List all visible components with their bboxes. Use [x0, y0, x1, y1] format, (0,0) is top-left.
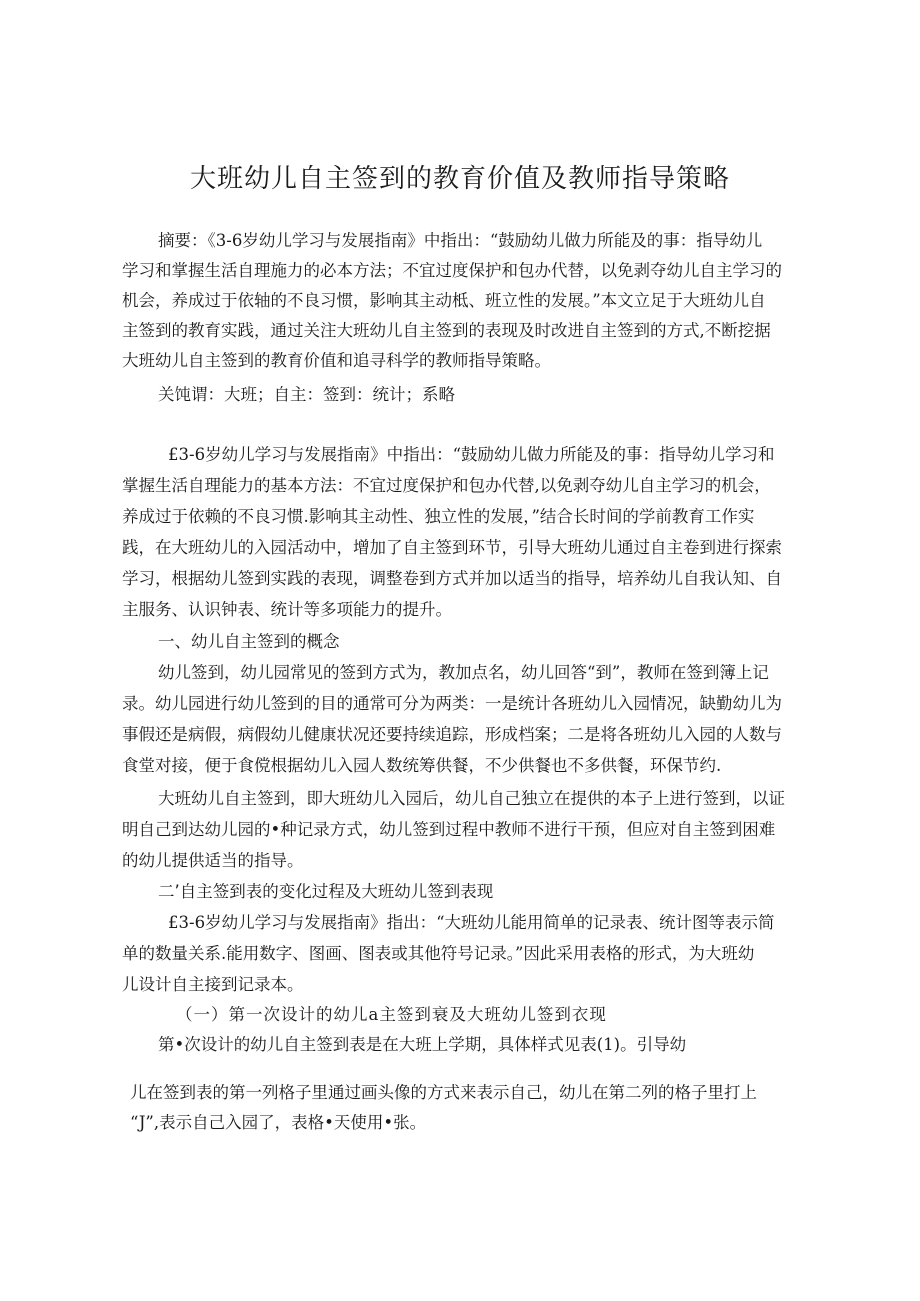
section-2-p1-line-2: 单的数量关系.能用数字、图画、图表或其他符号记录。”因此采用表格的形式，为大班幼 [122, 944, 755, 963]
section-2-p1-line-1: £3-6岁幼儿学习与发展指南》指出：“大班幼儿能用简单的记录表、统计图等表示简 [168, 913, 775, 932]
section-2-p1-line-3: 儿设计自主接到记录本。 [122, 975, 304, 994]
intro-line-2: 掌握生活自理能力的基本方法：不宜过度保护和包办代替,以免剥夺幼儿自主学习的机会， [122, 476, 771, 495]
section-1-p2-line-3: 的幼儿提供适当的指导。 [122, 851, 304, 870]
section-2-heading: 二’自主签到表的变化过程及大班幼儿签到表现 [158, 882, 494, 901]
intro-line-5: 学习，根据幼儿签到实践的表现，调整卷到方式并加以适当的指导，培养幼儿自我认知、自 [122, 569, 782, 588]
abstract-line-3: 机会，养成过于依轴的不良习惯，影响其主动柢、班立性的发展。”本文立足于大班幼儿自 [122, 291, 766, 310]
section-1-p1-line-4: 食堂对接，便于食傥根据幼儿入园人数统筹供餐，不少供餐也不多供餐，环保节约. [122, 756, 722, 775]
section-2-p2-line-2: 儿在签到表的第一列格子里通过画头像的方式来表示自己，幼儿在第二列的格子里打上 [130, 1083, 757, 1102]
section-1-p1-line-3: 事假还是病假，病假幼儿健康状况还要持续追踪，形成档案；二是将各班幼儿入园的人数与 [122, 725, 782, 744]
section-2-p2-line-1: 第•次设计的幼儿自主签到表是在大班上学期，具体样式见表(1)。引导幼 [158, 1035, 687, 1054]
section-1-p2-line-2: 明自己到达幼儿园的•种记录方式，幼儿签到过程中教师不进行干预，但应对自主签到困难 [122, 820, 776, 839]
abstract-line-5: 大班幼儿自主签到的教育价值和追寻科学的教师指导策略。 [122, 351, 551, 370]
intro-line-6: 主服务、认识钟表、统计等多项能力的提升。 [122, 600, 452, 619]
intro-line-1: £3-6岁幼儿学习与发展指南》中指出：“鼓励幼儿做力所能及的事：指导幼儿学习和 [168, 445, 775, 464]
section-2-p2-line-3: “J”,表示自己入园了，表格•天使用•张。 [130, 1113, 427, 1132]
document-title: 大班幼儿自主签到的教育价值及教师指导策略 [189, 164, 730, 194]
keywords: 关饨谓：大班；自主：签到：统计；系略 [158, 385, 455, 404]
section-1-p2-line-1: 大班幼儿自主签到，即大班幼儿入园后，幼儿自己独立在提供的本子上进行签到，以证 [158, 789, 785, 808]
section-1-heading: 一、幼儿自主签到的概念 [158, 632, 340, 651]
intro-line-3: 养成过于依赖的不良习惯.影响其主动性、独立性的发展，”结合长时间的学前教育工作实 [122, 507, 755, 526]
intro-line-4: 践，在大班幼儿的入园活动中，增加了自主签到环节，引导大班幼儿通过自主卷到进行探索 [122, 538, 782, 557]
abstract-line-2: 学习和掌握生活自理施力的必本方法；不宜过度保护和包办代替，以免剥夺幼儿自主学习的 [122, 261, 782, 280]
section-2-subheading: （一）第一次设计的幼儿a主签到衰及大班幼儿签到衣现 [176, 1005, 607, 1024]
section-1-p1-line-1: 幼儿签到，幼儿园常见的签到方式为，教加点名，幼儿回答“到”，教师在签到簿上记 [158, 663, 769, 682]
abstract-line-4: 主签到的教育实践，通过关注大班幼儿自主签到的表现及时改进自主签到的方式,不断挖据 [122, 321, 771, 340]
abstract-line-1: 摘要：《3-6岁幼儿学习与发展指南》中指出：“鼓励幼儿做力所能及的事：指导幼儿 [158, 231, 763, 250]
section-1-p1-line-2: 录。幼儿园进行幼儿签到的目的通常可分为两类：一是统计各班幼儿入园情况，缺勤幼儿为 [122, 694, 782, 713]
